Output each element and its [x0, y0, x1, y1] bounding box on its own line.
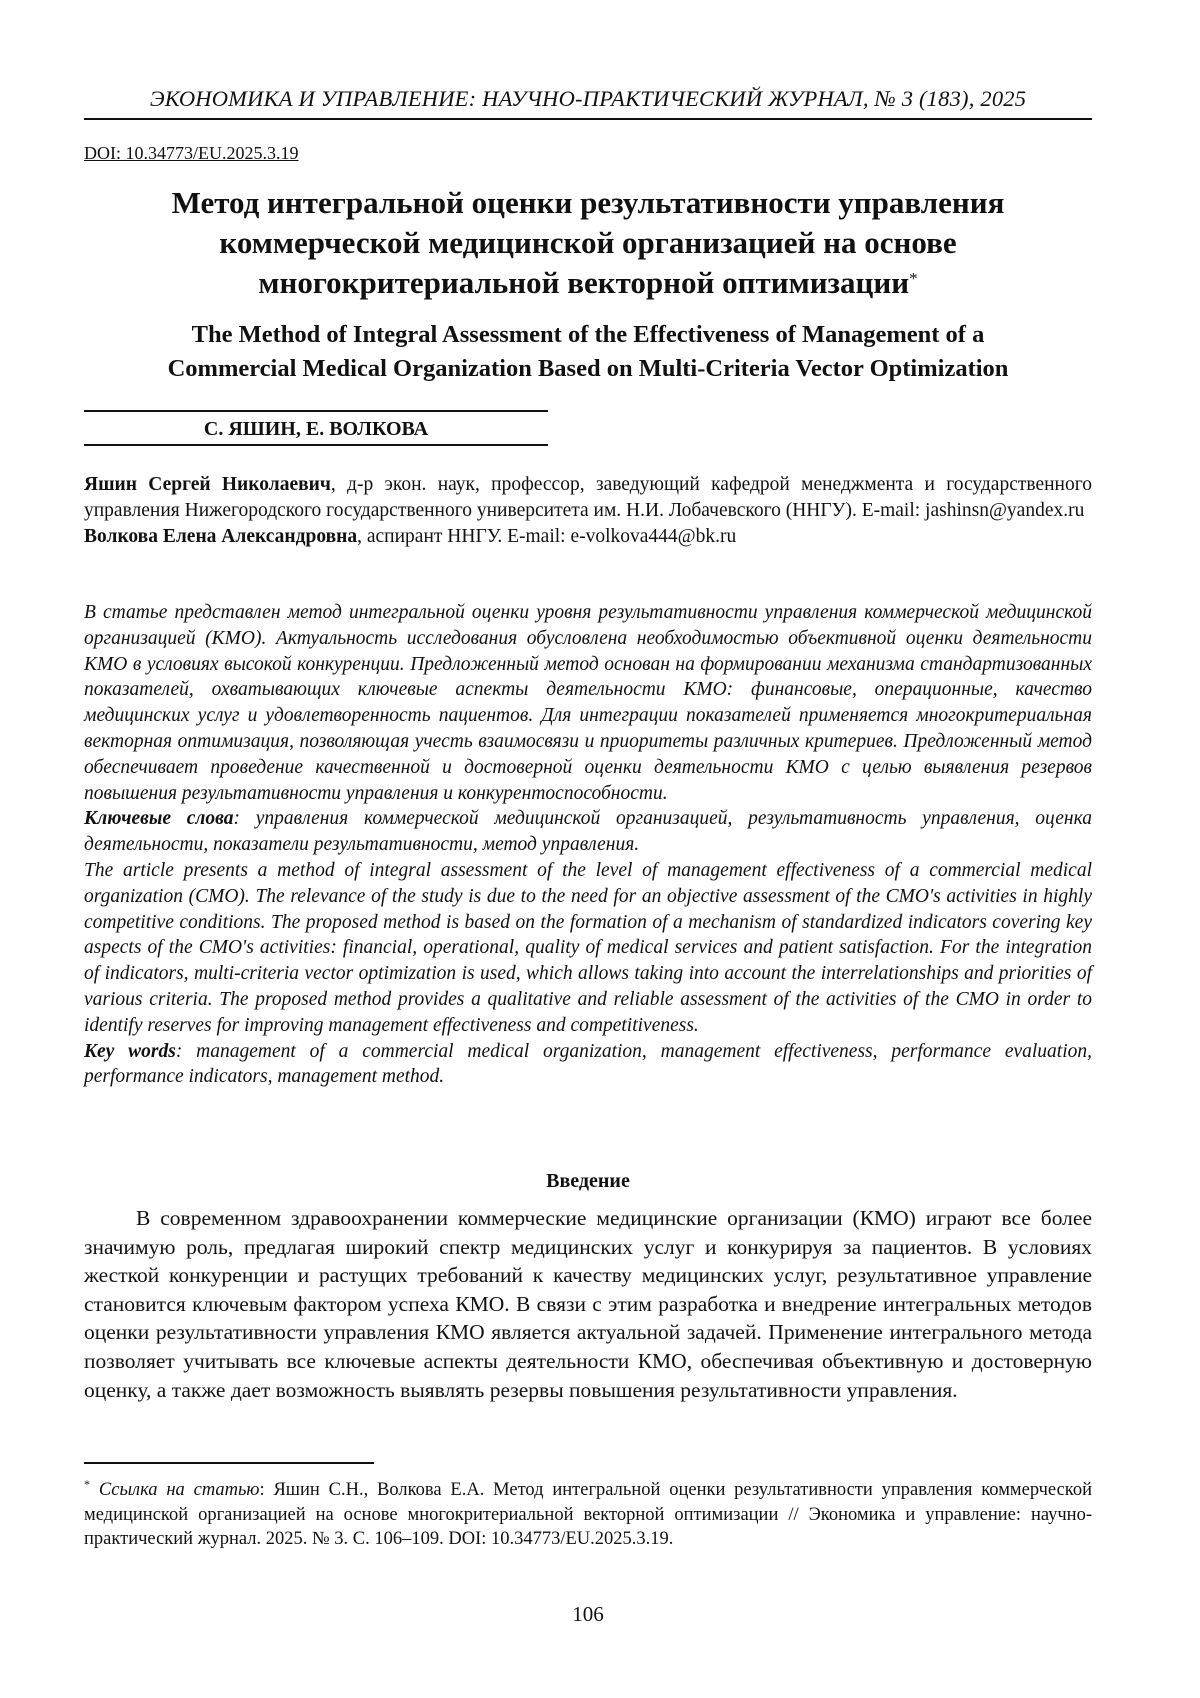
- affiliation-2: [84, 524, 1092, 550]
- keywords-ru-label: Ключевые слова: [84, 808, 233, 829]
- affiliation-1: [84, 472, 1092, 524]
- footnote-label: Ссылка на статью: [99, 1480, 260, 1500]
- authors-divider-top: [84, 410, 548, 412]
- page-number: 106: [84, 1602, 1092, 1627]
- title-ru-line-1: Метод интегральной оценки результативности управления: [84, 183, 1092, 223]
- title-en-line-1: The Method of Integral Assessment of the Effectiveness of Management of a: [84, 318, 1092, 352]
- section-heading-introduction: Введение: [84, 1170, 1092, 1193]
- author-name: Волкова Елена Александровна: [84, 526, 357, 547]
- authors-divider-bottom: [84, 444, 548, 446]
- intro-paragraph: В современном здравоохранении коммерческие медицинские организации (КМО) играют все более значимую роль, предлагая широкий спектр медицинских услуг и конкурируя за пациентов. В условиях жесткой конкуренции и растущих требований к качеству медицинских услуг, результативное управление становится ключевым фактором успеха КМО. В связи с этим разработка и внедрение интегральных методов оценки результативности управления КМО является актуальной задачей. Применение интегрального метода позволяет учитывать все ключевые аспекты деятельности КМО, обеспечивая объективную и достоверную оценку, а также дает возможность выявлять резервы повышения результативности управления.: [84, 1204, 1092, 1404]
- title-footnote-marker[interactable]: *: [909, 269, 918, 288]
- abstract-block: [84, 600, 1092, 1090]
- keywords-ru: [84, 806, 1092, 858]
- abstract-en: The article presents a method of integral assessment of the level of management effectiveness of a commercial medical organization (CMO). The relevance of the study is due to the need for an objective assessment of the CMO's activities in highly competitive conditions. The proposed method is based on the formation of a mechanism of standardized indicators covering key aspects of the CMO's activities: financial, operational, quality of medical services and patient satisfaction. For the integration of indicators, multi-criteria vector optimization is used, which allows taking into account the interrelationships and priorities of various criteria. The proposed method provides a qualitative and reliable assessment of the activities of the CMO in order to identify reserves for improving management effectiveness and competitiveness.: [84, 858, 1092, 1039]
- author-name: Яшин Сергей Николаевич: [84, 474, 331, 495]
- affiliation-text: , д-р экон. наук, профессор, заведующий кафедрой менеджмента и государственного управления Нижегородского государственного университета им. Н.И. Лобачевского (ННГУ). E-mail: jashinsn@yandex.ru: [84, 474, 1092, 521]
- authors-line: С. ЯШИН, Е. ВОЛКОВА: [84, 416, 548, 442]
- keywords-ru-text: : управления коммерческой медицинской организацией, результативность управления, оценка деятельности, показатели результативности, метод управления.: [84, 808, 1092, 855]
- keywords-en: [84, 1039, 1092, 1091]
- footnote-divider: [84, 1462, 374, 1464]
- header-divider: [84, 118, 1092, 120]
- title-ru-line-3-text: многокритериальной векторной оптимизации: [258, 265, 909, 300]
- abstract-ru: В статье представлен метод интегральной оценки уровня результативности управления коммерческой медицинской организацией (КМО). Актуальность исследования обусловлена необходимостью объективной оценки деятельности КМО в условиях высокой конкуренции. Предложенный метод основан на формировании механизма стандартизованных показателей, охватывающих ключевые аспекты деятельности КМО: финансовые, операционные, качество медицинских услуг и удовлетворенность пациентов. Для интеграции показателей применяется многокритериальная векторная оптимизация, позволяющая учесть взаимосвязи и приоритеты различных критериев. Предложенный метод обеспечивает проведение качественной и достоверной оценки деятельности КМО с целью выявления резервов повышения результативности управления и конкурентоспособности.: [84, 600, 1092, 806]
- article-title-ru: [84, 183, 1092, 303]
- citation-footnote: [84, 1472, 1092, 1552]
- affiliation-text: , аспирант ННГУ. E-mail: e-volkova444@bk.ru: [357, 526, 736, 547]
- keywords-en-text: : management of a commercial medical organization, management effectiveness, performance evaluation, performance indicators, management method.: [84, 1041, 1092, 1088]
- title-ru-line-3: [84, 263, 1092, 303]
- journal-page: [0, 0, 1200, 1698]
- footnote-marker: *: [84, 1477, 90, 1491]
- doi-link[interactable]: DOI: 10.34773/EU.2025.3.19: [84, 143, 299, 164]
- introduction-body: [84, 1204, 1092, 1404]
- author-affiliations: [84, 472, 1092, 550]
- title-ru-line-2: коммерческой медицинской организацией на основе: [84, 223, 1092, 263]
- running-head: ЭКОНОМИКА И УПРАВЛЕНИЕ: НАУЧНО-ПРАКТИЧЕСКИЙ ЖУРНАЛ, № 3 (183), 2025: [84, 84, 1092, 114]
- article-title-en: [84, 318, 1092, 386]
- title-en-line-2: Commercial Medical Organization Based on Multi-Criteria Vector Optimization: [84, 352, 1092, 386]
- keywords-en-label: Key words: [84, 1041, 176, 1062]
- footnote-text: : Яшин С.Н., Волкова Е.А. Метод интегральной оценки результативности управления коммерческой медицинской организацией на основе многокритериальной векторной оптимизации // Экономика и управление: научно-практический журнал. 2025. № 3. С. 106–109. DOI: 10.34773/EU.2025.3.19.: [84, 1480, 1092, 1549]
